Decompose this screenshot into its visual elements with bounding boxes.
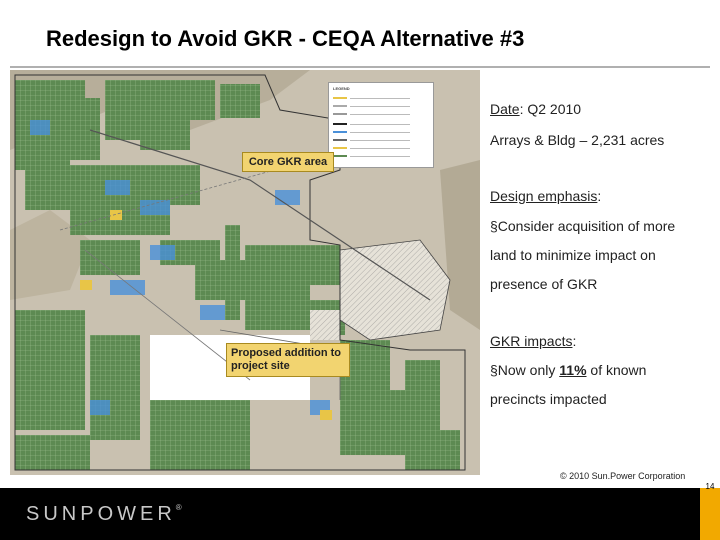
gkr-label: GKR impacts	[490, 333, 573, 349]
gkr-impacts-heading: GKR impacts:	[490, 333, 577, 349]
legend-row	[333, 97, 410, 99]
date-line: Date: Q2 2010	[490, 101, 582, 117]
legend-row	[333, 155, 410, 157]
legend-row	[333, 123, 410, 125]
design-line: presence of GKR	[490, 276, 598, 292]
design-emphasis-heading: Design emphasis:	[490, 188, 602, 204]
page-number: 14	[705, 482, 715, 491]
gkr-suffix: of known	[586, 362, 647, 378]
proposed-addition-label: Proposed addition to project site	[226, 343, 350, 377]
legend-row	[333, 113, 410, 115]
date-label: Date	[490, 101, 520, 117]
legend-row	[333, 105, 410, 107]
slide-title: Redesign to Avoid GKR - CEQA Alternative #3	[46, 26, 525, 51]
core-gkr-label: Core GKR area	[242, 152, 334, 172]
design-label: Design emphasis	[490, 188, 598, 204]
design-line: land to minimize impact on	[490, 247, 656, 263]
arrays-text: Arrays & Bldg – 2,231 acres	[490, 132, 665, 148]
page-badge	[700, 488, 720, 540]
gkr-percent: 11%	[559, 362, 587, 378]
logo-mark: ®	[175, 503, 182, 512]
logo-text: SUNPOWER	[26, 503, 176, 525]
date-value: Q2 2010	[527, 101, 582, 117]
map-legend	[328, 82, 434, 168]
gkr-impacts-line	[490, 362, 646, 378]
legend-row	[333, 147, 410, 149]
sunpower-logo	[26, 503, 182, 526]
legend-row	[333, 139, 410, 141]
legend-title: LEGEND	[333, 86, 350, 91]
gkr-impacts-line2: precincts impacted	[490, 391, 607, 407]
title-divider	[10, 66, 710, 68]
gkr-prefix: §Now only	[490, 362, 560, 378]
design-line: §Consider acquisition of more	[490, 218, 676, 234]
legend-row	[333, 131, 410, 133]
copyright: © 2010 Sun.Power Corporation	[560, 471, 686, 481]
